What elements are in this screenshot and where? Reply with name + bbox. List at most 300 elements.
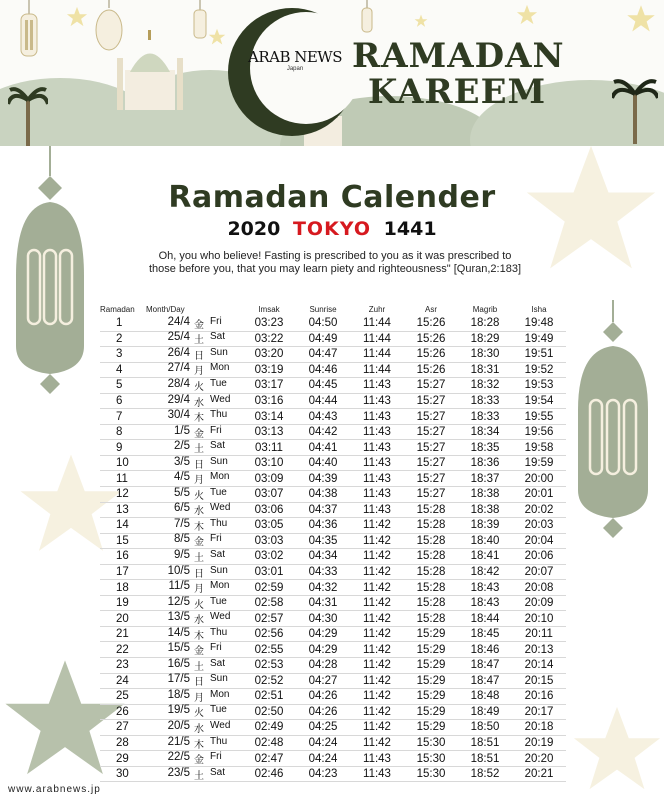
cell-ramadan-day: 30: [116, 768, 129, 781]
cell-zuhr: 11:43: [363, 488, 391, 501]
star-icon: [66, 6, 88, 28]
cell-sunrise: 04:37: [308, 503, 338, 516]
cell-imsak: 03:22: [254, 332, 284, 345]
star-icon: [414, 14, 428, 28]
cell-zuhr: 11:43: [363, 472, 391, 485]
cell-isha: 19:56: [524, 426, 554, 439]
cell-month-day: [140, 533, 242, 548]
cell-imsak: 02:56: [254, 628, 284, 641]
cell-isha: 19:59: [524, 457, 554, 470]
cell-sunrise: 04:39: [308, 472, 338, 485]
cell-month-day: [140, 362, 242, 377]
cell-asr: 15:28: [416, 503, 446, 516]
cell-weekday: Sun: [210, 673, 228, 685]
cell-date: 6/5: [174, 502, 190, 515]
cell-weekday: Fri: [210, 424, 222, 436]
cell-isha: 20:13: [524, 643, 554, 656]
cell-date: 29/4: [167, 393, 190, 406]
cell-weekday: Fri: [210, 642, 222, 654]
cell-magrib: 18:51: [470, 737, 500, 750]
cell-date: 21/5: [167, 735, 190, 748]
cell-zuhr: 11:43: [363, 410, 391, 423]
cell-magrib: 18:28: [470, 317, 500, 330]
cell-asr: 15:28: [416, 566, 446, 579]
cell-month-day: [140, 658, 242, 673]
cell-imsak: 02:49: [254, 721, 284, 734]
quote-line-1: Oh, you who believe! Fasting is prescribed to you as it was prescribed to: [158, 250, 512, 262]
cell-sunrise: 04:50: [308, 317, 338, 330]
cell-zuhr: 11:42: [363, 519, 391, 532]
cell-isha: 20:15: [524, 674, 554, 687]
cell-magrib: 18:31: [470, 363, 500, 376]
cell-month-day: [140, 627, 242, 642]
table-row: [100, 751, 566, 767]
cell-weekday-kanji: 水: [194, 397, 204, 409]
cell-imsak: 02:51: [254, 690, 284, 703]
table-row: [100, 503, 566, 519]
cell-weekday: Tue: [210, 704, 227, 716]
cell-ramadan-day: 19: [116, 597, 129, 610]
cell-weekday: Thu: [210, 409, 228, 421]
cell-magrib: 18:40: [470, 534, 500, 547]
cell-zuhr: 11:42: [363, 690, 391, 703]
cell-sunrise: 04:41: [308, 441, 338, 454]
cell-isha: 20:01: [524, 488, 554, 501]
cell-magrib: 18:43: [470, 597, 500, 610]
table-row: [100, 767, 566, 783]
cell-month-day: [140, 456, 242, 471]
cell-asr: 15:27: [416, 457, 446, 470]
lantern-icon: [18, 0, 40, 70]
cell-zuhr: 11:43: [363, 768, 391, 781]
cell-ramadan-day: 6: [116, 395, 123, 407]
cell-month-day: [140, 378, 242, 393]
cell-date: 12/5: [167, 595, 190, 608]
cell-date: 24/4: [167, 315, 190, 328]
cell-imsak: 03:17: [254, 379, 284, 392]
cell-asr: 15:27: [416, 472, 446, 485]
cell-month-day: [140, 565, 242, 580]
cell-month-day: [140, 689, 242, 704]
cell-weekday: Tue: [210, 595, 227, 607]
cell-sunrise: 04:49: [308, 332, 338, 345]
cell-weekday: Mon: [210, 471, 230, 483]
cell-zuhr: 11:43: [363, 379, 391, 392]
cell-isha: 20:08: [524, 581, 554, 594]
cell-asr: 15:29: [416, 721, 446, 734]
cell-ramadan-day: 5: [116, 379, 123, 392]
star-icon: [626, 4, 656, 34]
cell-isha: 19:58: [524, 441, 554, 454]
cell-isha: 20:09: [524, 597, 554, 610]
cell-sunrise: 04:46: [308, 363, 338, 376]
star-icon: [516, 4, 538, 26]
cell-imsak: 03:20: [254, 348, 284, 361]
cell-sunrise: 04:26: [308, 705, 338, 718]
cell-zuhr: 11:42: [363, 643, 391, 656]
table-row: [100, 705, 566, 721]
cell-weekday: Sat: [210, 331, 226, 343]
column-header-zuhr: Zuhr: [368, 304, 386, 314]
cell-isha: 19:48: [524, 317, 554, 330]
cell-ramadan-day: 23: [116, 659, 129, 672]
column-header-month-day: Month/Day: [146, 304, 185, 314]
cell-date: 20/5: [167, 720, 190, 732]
cell-date: 22/5: [167, 751, 190, 764]
cell-asr: 15:26: [416, 348, 446, 361]
cell-asr: 15:30: [416, 737, 446, 750]
cell-weekday-kanji: 月: [194, 584, 204, 596]
table-row: [100, 580, 566, 596]
cell-imsak: 03:02: [254, 550, 284, 563]
cell-magrib: 18:47: [470, 674, 500, 687]
cell-asr: 15:26: [416, 363, 446, 376]
cell-zuhr: 11:42: [363, 737, 391, 750]
cell-weekday-kanji: 土: [194, 444, 204, 456]
cell-magrib: 18:52: [470, 768, 500, 781]
cell-imsak: 03:13: [254, 426, 284, 439]
cell-weekday: Mon: [210, 580, 230, 592]
cell-magrib: 18:32: [470, 379, 500, 392]
cell-sunrise: 04:33: [308, 566, 338, 579]
cell-imsak: 03:06: [254, 503, 284, 516]
column-header-magrib: Magrib: [472, 304, 498, 314]
cell-isha: 20:10: [524, 612, 554, 625]
cell-magrib: 18:49: [470, 705, 500, 718]
cell-ramadan-day: 4: [116, 363, 123, 376]
cell-date: 19/5: [167, 704, 190, 717]
cell-ramadan-day: 20: [116, 612, 129, 625]
cell-month-day: [140, 736, 242, 751]
cell-weekday: Sat: [210, 657, 226, 669]
cell-ramadan-day: 2: [116, 332, 123, 345]
cell-isha: 20:17: [524, 705, 554, 718]
cell-weekday-kanji: 金: [194, 428, 204, 440]
cell-asr: 15:27: [416, 441, 446, 454]
cell-sunrise: 04:29: [308, 628, 338, 641]
cell-magrib: 18:51: [470, 752, 500, 765]
cell-asr: 15:28: [416, 581, 446, 594]
cell-ramadan-day: 3: [116, 348, 123, 361]
table-row: [100, 487, 566, 503]
cell-ramadan-day: 15: [116, 534, 129, 547]
cell-ramadan-day: 8: [116, 426, 123, 439]
cell-month-day: [140, 316, 242, 331]
cell-sunrise: 04:32: [308, 581, 338, 594]
table-header: [100, 302, 566, 316]
cell-asr: 15:28: [416, 519, 446, 532]
cell-zuhr: 11:42: [363, 581, 391, 594]
palm-tree-icon: [612, 78, 658, 144]
table-row: [100, 471, 566, 487]
cell-magrib: 18:36: [470, 457, 500, 470]
cell-weekday-kanji: 月: [194, 692, 204, 704]
cell-imsak: 02:52: [254, 674, 284, 687]
cell-zuhr: 11:42: [363, 612, 391, 625]
cell-imsak: 02:53: [254, 659, 284, 672]
cell-sunrise: 04:24: [308, 737, 338, 750]
cell-weekday-kanji: 土: [194, 335, 204, 347]
table-row: [100, 347, 566, 363]
cell-month-day: [140, 549, 242, 564]
cell-imsak: 02:48: [254, 737, 284, 750]
cell-weekday: Fri: [210, 315, 222, 327]
cell-month-day: [140, 502, 242, 517]
table-row: [100, 456, 566, 472]
cell-zuhr: 11:44: [363, 363, 391, 376]
cell-month-day: [140, 751, 242, 766]
cell-month-day: [140, 347, 242, 362]
cell-isha: 20:20: [524, 752, 554, 765]
cell-isha: 20:02: [524, 503, 554, 516]
cell-sunrise: 04:29: [308, 643, 338, 656]
mosque-icon: [115, 30, 185, 110]
cell-imsak: 03:07: [254, 488, 284, 501]
cell-imsak: 03:03: [254, 534, 284, 547]
cell-asr: 15:27: [416, 379, 446, 392]
table-row: [100, 409, 566, 425]
arab-news-logo: [247, 48, 343, 72]
cell-imsak: 02:58: [254, 597, 284, 610]
cell-magrib: 18:38: [470, 488, 500, 501]
column-header-sunrise: Sunrise: [309, 304, 337, 314]
cell-sunrise: 04:30: [308, 612, 338, 625]
cell-weekday: Thu: [210, 517, 228, 529]
cell-weekday-kanji: 金: [194, 755, 204, 767]
cell-date: 5/5: [174, 486, 190, 499]
cell-asr: 15:26: [416, 332, 446, 345]
cell-imsak: 02:47: [254, 752, 284, 765]
cell-zuhr: 11:43: [363, 752, 391, 765]
table-row: [100, 611, 566, 627]
cell-isha: 20:16: [524, 690, 554, 703]
cell-ramadan-day: 27: [116, 721, 129, 734]
cell-date: 13/5: [167, 611, 190, 624]
cell-date: 16/5: [167, 657, 190, 670]
cell-month-day: [140, 642, 242, 657]
cell-ramadan-day: 25: [116, 690, 129, 703]
cell-weekday-kanji: 金: [194, 537, 204, 549]
cell-date: 15/5: [167, 642, 190, 655]
cell-weekday: Sun: [210, 564, 228, 576]
cell-imsak: 03:05: [254, 519, 284, 532]
lantern-icon: [360, 0, 374, 36]
cell-date: 11/5: [168, 580, 190, 593]
cell-imsak: 03:23: [254, 317, 284, 330]
cell-zuhr: 11:42: [363, 566, 391, 579]
cell-sunrise: 04:27: [308, 674, 338, 687]
cell-sunrise: 04:44: [308, 395, 338, 407]
cell-asr: 15:29: [416, 628, 446, 641]
table-row: [100, 518, 566, 534]
cell-asr: 15:30: [416, 752, 446, 765]
cell-ramadan-day: 14: [116, 519, 129, 532]
table-row: [100, 378, 566, 394]
calendar-title: Ramadan Calender: [168, 180, 496, 215]
cell-sunrise: 04:28: [308, 659, 338, 672]
table-row: [100, 565, 566, 581]
cell-ramadan-day: 18: [116, 581, 129, 594]
cell-asr: 15:27: [416, 410, 446, 423]
cell-ramadan-day: 28: [116, 737, 129, 750]
cell-weekday-kanji: 火: [194, 490, 204, 502]
cell-isha: 20:21: [524, 768, 554, 781]
cell-month-day: [140, 767, 242, 782]
footer-url: www.arabnews.jp: [8, 784, 101, 795]
cell-magrib: 18:44: [470, 612, 500, 625]
cell-weekday-kanji: 火: [194, 708, 204, 720]
cell-sunrise: 04:23: [308, 768, 338, 781]
cell-ramadan-day: 29: [116, 752, 129, 765]
cell-ramadan-day: 1: [116, 317, 123, 330]
cell-month-day: [140, 518, 242, 533]
cell-magrib: 18:35: [470, 441, 500, 454]
lantern-icon: [94, 0, 124, 62]
cell-ramadan-day: 22: [116, 643, 129, 656]
table-row: [100, 363, 566, 379]
cell-ramadan-day: 13: [116, 503, 129, 516]
cell-month-day: [140, 487, 242, 502]
cell-zuhr: 11:43: [363, 441, 391, 454]
cell-asr: 15:27: [416, 488, 446, 501]
cell-zuhr: 11:43: [363, 457, 391, 470]
column-header-isha: Isha: [531, 304, 547, 314]
cell-isha: 19:51: [524, 348, 554, 361]
cell-asr: 15:30: [416, 768, 446, 781]
cell-magrib: 18:33: [470, 395, 500, 407]
cell-imsak: 03:01: [254, 566, 284, 579]
cell-weekday-kanji: 月: [194, 475, 204, 487]
cell-isha: 20:14: [524, 659, 554, 672]
cell-ramadan-day: 11: [116, 472, 128, 485]
cell-date: 17/5: [167, 673, 190, 686]
large-star-icon: [570, 700, 664, 800]
cell-date: 2/5: [174, 440, 190, 453]
table-row: [100, 332, 566, 348]
kareem-line-1: RAMADAN: [352, 36, 565, 76]
cell-date: 1/5: [174, 424, 190, 437]
cell-imsak: 02:55: [254, 643, 284, 656]
cell-weekday-kanji: 火: [194, 381, 204, 393]
cell-zuhr: 11:43: [363, 395, 391, 407]
cell-sunrise: 04:26: [308, 690, 338, 703]
cell-zuhr: 11:42: [363, 659, 391, 672]
cell-zuhr: 11:42: [363, 628, 391, 641]
cell-imsak: 02:57: [254, 612, 284, 625]
cell-weekday-kanji: 土: [194, 552, 204, 564]
cell-magrib: 18:50: [470, 721, 500, 734]
cell-weekday: Sat: [210, 766, 226, 778]
cell-weekday-kanji: 金: [194, 319, 204, 331]
cell-ramadan-day: 9: [116, 441, 123, 454]
cell-isha: 19:54: [524, 395, 554, 407]
cell-weekday: Sat: [210, 440, 226, 452]
cell-month-day: [140, 720, 242, 735]
cell-sunrise: 04:40: [308, 457, 338, 470]
cell-zuhr: 11:43: [363, 503, 391, 516]
ramadan-banner: [0, 0, 664, 146]
cell-sunrise: 04:25: [308, 721, 338, 734]
cell-weekday: Tue: [210, 377, 227, 389]
table-row: [100, 642, 566, 658]
cell-weekday-kanji: 木: [194, 521, 204, 533]
cell-asr: 15:26: [416, 317, 446, 330]
cell-weekday: Wed: [210, 502, 231, 514]
cell-sunrise: 04:38: [308, 488, 338, 501]
cell-month-day: [140, 596, 242, 611]
cell-ramadan-day: 12: [116, 488, 129, 501]
cell-date: 14/5: [167, 626, 190, 639]
cell-date: 30/4: [167, 409, 190, 422]
cell-imsak: 02:59: [254, 581, 284, 594]
cell-weekday: Fri: [210, 533, 222, 545]
cell-imsak: 02:46: [254, 768, 284, 781]
cell-sunrise: 04:35: [308, 534, 338, 547]
cell-zuhr: 11:42: [363, 705, 391, 718]
ramadan-kareem-title: [352, 36, 565, 112]
cell-asr: 15:29: [416, 705, 446, 718]
cell-magrib: 18:47: [470, 659, 500, 672]
lantern-icon: [192, 0, 208, 44]
cell-weekday-kanji: 土: [194, 770, 204, 782]
calendar-subtitle: [0, 218, 664, 240]
cell-date: 23/5: [167, 766, 190, 779]
cell-date: 3/5: [174, 455, 190, 468]
cell-imsak: 03:10: [254, 457, 284, 470]
cell-magrib: 18:38: [470, 503, 500, 516]
column-header-asr: Asr: [425, 304, 437, 314]
cell-zuhr: 11:42: [363, 597, 391, 610]
cell-asr: 15:28: [416, 597, 446, 610]
column-header-imsak: Imsak: [258, 304, 280, 314]
cell-weekday: Mon: [210, 688, 230, 700]
cell-weekday: Sun: [210, 346, 228, 358]
cell-date: 4/5: [174, 471, 190, 484]
cell-asr: 15:29: [416, 659, 446, 672]
cell-isha: 19:53: [524, 379, 554, 392]
cell-weekday-kanji: 火: [194, 599, 204, 611]
cell-sunrise: 04:24: [308, 752, 338, 765]
star-icon: [208, 28, 226, 46]
cell-ramadan-day: 17: [116, 566, 129, 579]
cell-date: 18/5: [167, 688, 190, 701]
cell-imsak: 03:16: [254, 395, 284, 407]
cell-weekday: Thu: [210, 626, 228, 638]
cell-isha: 20:04: [524, 534, 554, 547]
cell-month-day: [140, 611, 242, 626]
cell-asr: 15:29: [416, 674, 446, 687]
cell-isha: 20:19: [524, 737, 554, 750]
table-row: [100, 689, 566, 705]
cell-month-day: [140, 331, 242, 346]
cell-magrib: 18:29: [470, 332, 500, 345]
table-row: [100, 534, 566, 550]
cell-imsak: 03:19: [254, 363, 284, 376]
cell-sunrise: 04:45: [308, 379, 338, 392]
cell-magrib: 18:37: [470, 472, 500, 485]
cell-ramadan-day: 26: [116, 705, 129, 718]
cell-asr: 15:27: [416, 395, 446, 407]
table-row: [100, 440, 566, 456]
cell-weekday: Wed: [210, 393, 231, 405]
cell-magrib: 18:33: [470, 410, 500, 423]
cell-sunrise: 04:43: [308, 410, 338, 423]
cell-imsak: 03:14: [254, 410, 284, 423]
cell-weekday-kanji: 日: [194, 568, 204, 580]
cell-weekday-kanji: 木: [194, 413, 204, 425]
table-body: [100, 316, 566, 782]
cell-asr: 15:29: [416, 643, 446, 656]
